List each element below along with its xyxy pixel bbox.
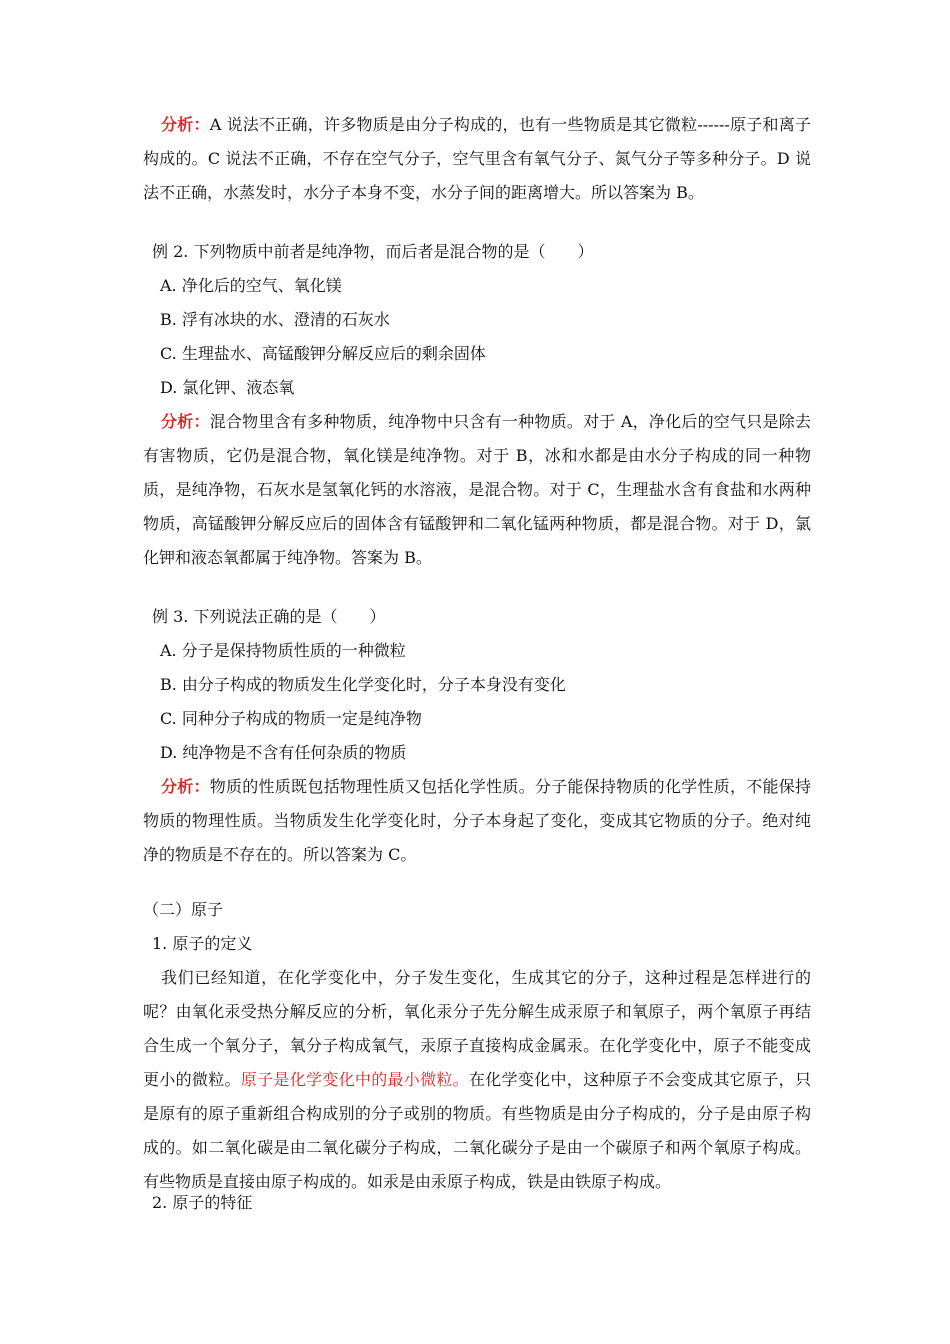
ex2-analysis [143,405,811,575]
analysis-text: 混合物里含有多种物质，纯净物中只含有一种物质。对于 A，净化后的空气只是除去有害物质，它仍是混合物，氧化镁是纯净物。对于 B，冰和水都是由水分子构成的同一种物质，是纯净物，石灰水是氢氧化钙的水溶液，是混合物。对于 C，生理盐水含有食盐和水两种物质，高锰酸钾分解反应后的固体含有锰酸钾和二氧化锰两种物质，都是混合物。对于 D，氯化钾和液态氧都属于纯净物。答案为 B。 [143,412,811,567]
ex3-analysis [143,770,811,872]
ex3-option-b: B. 由分子构成的物质发生化学变化时，分子本身没有变化 [160,675,566,694]
definition-paragraph [143,961,811,1199]
section-title: （二）原子 [143,900,224,919]
ex3-option-d: D. 纯净物是不含有任何杂质的物质 [160,743,407,762]
analysis-label: 分析： [161,777,210,796]
definition-text-after: 在化学变化中，这种原子不会变成其它原子，只是原有的原子重新组合构成别的分子或别的物质。有些物质是由分子构成的，分子是由原子构成的。如二氧化碳是由二氧化碳分子构成，二氧化碳分子是由一个碳原子和两个氧原子构成。有些物质是直接由原子构成的。如汞是由汞原子构成，铁是由铁原子构成。 [143,1070,811,1191]
ex2-question: 例 2. 下列物质中前者是纯净物，而后者是混合物的是（ ） [152,242,594,261]
subsection-definition: 1. 原子的定义 [152,934,253,953]
ex3-option-c: C. 同种分子构成的物质一定是纯净物 [160,709,422,728]
ex1-analysis [143,108,811,210]
definition-text-before: 我们已经知道，在化学变化中，分子发生变化，生成其它的分子，这种过程是怎样进行的呢？由氧化汞受热分解反应的分析，氧化汞分子先分解生成汞原子和氧原子，两个氧原子再结合生成一个氧分子，氧分子构成氧气，汞原子直接构成金属汞。在化学变化中，原子不能变成更小的微粒。 [143,968,811,1089]
ex3-question: 例 3. 下列说法正确的是（ ） [152,607,386,626]
ex2-option-d: D. 氯化钾、液态氧 [160,378,295,397]
ex2-option-c: C. 生理盐水、高锰酸钾分解反应后的剩余固体 [160,344,486,363]
definition-highlight: 原子是化学变化中的最小微粒。 [240,1070,469,1089]
analysis-label: 分析： [161,115,210,134]
analysis-text: A 说法不正确，许多物质是由分子构成的，也有一些物质是其它微粒------原子和离子构成的。C 说法不正确，不存在空气分子，空气里含有氧气分子、氮气分子等多种分子。D 说法不正确，水蒸发时，水分子本身不变，水分子间的距离增大。所以答案为 B。 [143,115,811,202]
ex2-option-b: B. 浮有冰块的水、澄清的石灰水 [160,310,390,329]
ex2-option-a: A. 净化后的空气、氧化镁 [160,276,342,295]
subsection-features: 2. 原子的特征 [152,1193,253,1212]
analysis-text: 物质的性质既包括物理性质又包括化学性质。分子能保持物质的化学性质，不能保持物质的物理性质。当物质发生化学变化时，分子本身起了变化，变成其它物质的分子。绝对纯净的物质是不存在的。所以答案为 C。 [143,777,811,864]
ex3-option-a: A. 分子是保持物质性质的一种微粒 [160,641,406,660]
analysis-label: 分析： [161,412,210,431]
